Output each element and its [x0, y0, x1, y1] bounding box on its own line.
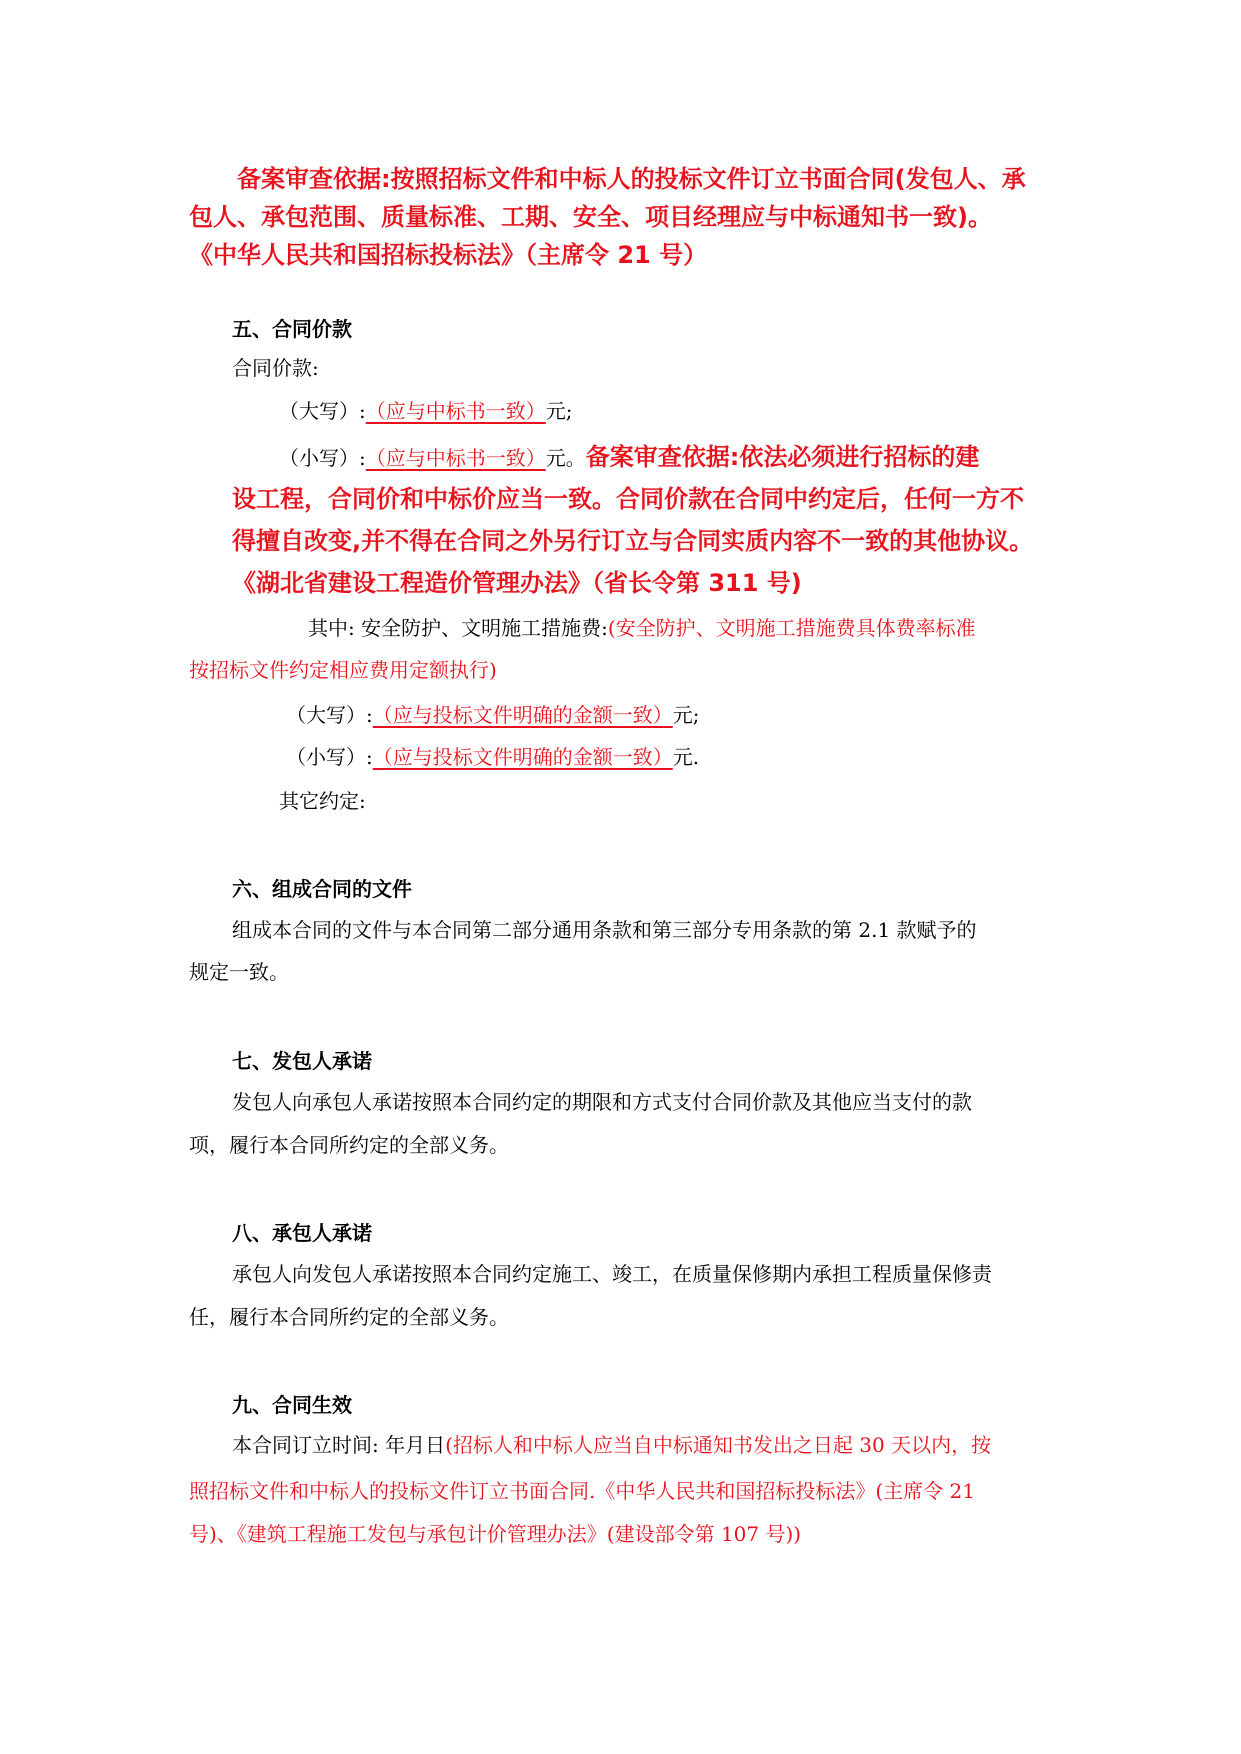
- section-8-line-1: 承包人向发包人承诺按照本合同约定施工、竣工，在质量保修期内承担工程质量保修责: [232, 1262, 992, 1286]
- basis-paragraph-line-2: 包人、承包范围、质量标准、工期、安全、项目经理应与中标通知书一致)。: [189, 203, 992, 231]
- other-agreements-label: 其它约定:: [279, 789, 366, 813]
- safety-uppercase-label: （大写）:: [286, 703, 373, 727]
- section-7-line-2: 项，履行本合同所约定的全部义务。: [189, 1133, 509, 1157]
- safety-measures-row: [308, 612, 976, 641]
- section-8-line-2: 任，履行本合同所约定的全部义务。: [189, 1305, 509, 1329]
- safety-uppercase-row: [286, 699, 700, 728]
- contract-price-uppercase-row: [279, 395, 573, 424]
- safety-lowercase-row: [286, 741, 699, 770]
- safety-uppercase-unit: 元;: [672, 703, 700, 727]
- section-7-title: 七、发包人承诺: [232, 1049, 372, 1073]
- price-basis-note-line-4: 《湖北省建设工程造价管理办法》（省长令第 311 号): [232, 569, 802, 597]
- safety-uppercase-value: （应与投标文件明确的金额一致）: [372, 703, 673, 727]
- uppercase-value: （应与中标书一致）: [365, 399, 546, 423]
- uppercase-unit: 元;: [545, 399, 573, 423]
- signing-date-note-line-2: 照招标文件和中标人的投标文件订立书面合同.《中华人民共和国招标投标法》(主席令 21: [189, 1479, 975, 1503]
- lowercase-value: （应与中标书一致）: [365, 446, 546, 470]
- signing-date-label: 本合同订立时间: 年月日: [232, 1433, 446, 1457]
- section-9-title: 九、合同生效: [232, 1393, 352, 1417]
- safety-lowercase-label: （小写）:: [286, 745, 373, 769]
- safety-lowercase-value: （应与投标文件明确的金额一致）: [372, 745, 673, 769]
- section-6-title: 六、组成合同的文件: [232, 877, 412, 901]
- safety-measures-note-line-2: 按招标文件约定相应费用定额执行): [189, 658, 497, 682]
- section-7-line-1: 发包人向承包人承诺按照本合同约定的期限和方式支付合同价款及其他应当支付的款: [232, 1090, 972, 1114]
- safety-measures-label: 其中: 安全防护、文明施工措施费:: [308, 616, 608, 640]
- lowercase-label: （小写）:: [279, 446, 366, 470]
- contract-price-lowercase-row: [279, 437, 979, 472]
- signing-date-row: [232, 1429, 991, 1458]
- section-6-line-2: 规定一致。: [189, 960, 289, 984]
- basis-paragraph-line-1: 备案审查依据:按照招标文件和中标人的投标文件订立书面合同(发包人、承: [237, 165, 1026, 193]
- price-basis-note-line-1: 备案审查依据:依法必须进行招标的建: [585, 443, 980, 471]
- price-basis-note-line-3: 得擅自改变,并不得在合同之外另行订立与合同实质内容不一致的其他协议。: [232, 527, 1034, 555]
- section-5-title: 五、合同价款: [232, 317, 352, 341]
- contract-price-label: 合同价款:: [232, 356, 319, 380]
- signing-date-note-line-1: (招标人和中标人应当自中标通知书发出之日起 30 天以内，按: [445, 1433, 992, 1457]
- signing-date-note-line-3: 号)、《建筑工程施工发包与承包计价管理办法》(建设部令第 107 号)): [189, 1522, 802, 1546]
- basis-paragraph-line-3: 《中华人民共和国招标投标法》（主席令 21 号）: [189, 241, 708, 269]
- uppercase-label: （大写）:: [279, 399, 366, 423]
- safety-measures-note-line-1: (安全防护、文明施工措施费具体费率标准: [607, 616, 976, 640]
- section-8-title: 八、承包人承诺: [232, 1221, 372, 1245]
- safety-lowercase-unit: 元.: [672, 745, 700, 769]
- lowercase-unit: 元。: [545, 446, 586, 470]
- price-basis-note-line-2: 设工程，合同价和中标价应当一致。合同价款在合同中约定后，任何一方不: [232, 485, 1024, 513]
- section-6-line-1: 组成本合同的文件与本合同第二部分通用条款和第三部分专用条款的第 2.1 款赋予的: [232, 918, 977, 942]
